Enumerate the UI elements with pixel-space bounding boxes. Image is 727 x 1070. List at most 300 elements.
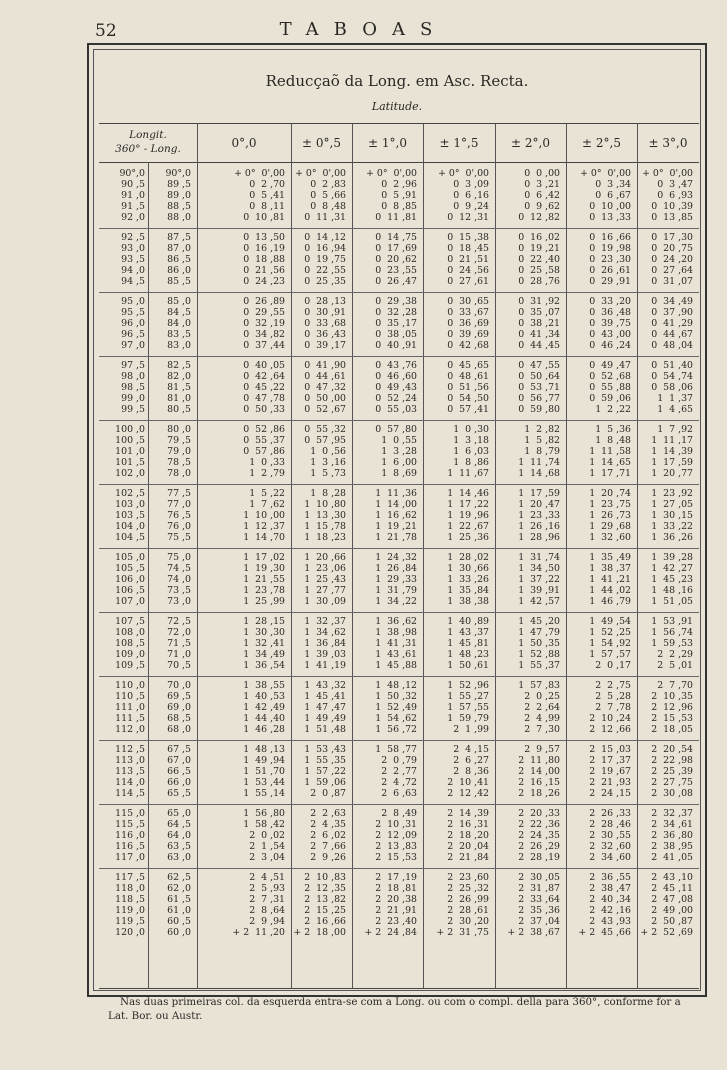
- reduction-cell: 0 23 ,30: [589, 254, 631, 265]
- reduction-cell: 0 18 ,45: [447, 243, 489, 254]
- reduction-cell: 1 53 ,43: [304, 744, 346, 755]
- complement-cell: 73 ,5: [167, 585, 191, 596]
- reduction-cell: 1 53 ,44: [243, 777, 285, 788]
- reduction-cell: 2 5 ,01: [657, 660, 693, 671]
- reduction-cell: 1 51 ,48: [304, 724, 346, 735]
- reduction-cell: 1 30 ,15: [651, 510, 693, 521]
- reduction-cell: 0 42 ,68: [447, 340, 489, 351]
- reduction-cell: 2 0 ,17: [595, 660, 631, 671]
- reduction-cell: 1 43 ,61: [375, 649, 417, 660]
- row-group: [99, 744, 699, 799]
- reduction-cell: 0 3 ,09: [453, 179, 489, 190]
- group-rule: [99, 740, 699, 741]
- reduction-cell: 0 33 ,68: [304, 318, 346, 329]
- table-row: [99, 435, 699, 446]
- reduction-cell: 2 26 ,99: [447, 894, 489, 905]
- reduction-cell: 1 48 ,12: [375, 680, 417, 691]
- table-row: [99, 596, 699, 607]
- reduction-cell: 0 22 ,40: [518, 254, 560, 265]
- reduction-cell: 2 14 ,39: [447, 808, 489, 819]
- reduction-cell: 1 32 ,60: [589, 532, 631, 543]
- reduction-cell: 1 45 ,23: [651, 574, 693, 585]
- reduction-cell: 1 0 ,30: [453, 424, 489, 435]
- table-row: [99, 916, 699, 927]
- reduction-cell: 1 40 ,53: [243, 691, 285, 702]
- reduction-cell: 2 31 ,87: [518, 883, 560, 894]
- reduction-cell: 0 47 ,32: [304, 382, 346, 393]
- table-row: [99, 552, 699, 563]
- reduction-cell: 0 20 ,75: [651, 243, 693, 254]
- reduction-cell: 0 43 ,76: [375, 360, 417, 371]
- complement-cell: 77 ,5: [167, 488, 191, 499]
- reduction-cell: 0 9 ,62: [524, 201, 560, 212]
- reduction-cell: 1 51 ,70: [243, 766, 285, 777]
- reduction-cell: 0 56 ,77: [518, 393, 560, 404]
- reduction-cell: 1 34 ,62: [304, 627, 346, 638]
- table-row: [99, 927, 699, 938]
- reduction-cell: 0 15 ,38: [447, 232, 489, 243]
- reduction-cell: 1 38 ,37: [589, 563, 631, 574]
- table-row: [99, 852, 699, 863]
- complement-cell: 74 ,5: [167, 563, 191, 574]
- reduction-cell: 0 16 ,66: [589, 232, 631, 243]
- reduction-cell: 0 35 ,17: [375, 318, 417, 329]
- reduction-cell: 1 33 ,26: [447, 574, 489, 585]
- group-rule: [99, 356, 699, 357]
- reduction-cell: 0 10 ,00: [589, 201, 631, 212]
- reduction-cell: 2 24 ,15: [589, 788, 631, 799]
- longitude-cell: 95 ,5: [121, 307, 145, 318]
- reduction-cell: 2 43 ,93: [589, 916, 631, 927]
- reduction-cell: 2 7 ,78: [595, 702, 631, 713]
- latitude-header: ± 2°,5: [582, 136, 621, 150]
- reduction-cell: + 2 31 ,75: [436, 927, 489, 938]
- reduction-cell: 2 21 ,93: [589, 777, 631, 788]
- reduction-cell: 1 16 ,62: [375, 510, 417, 521]
- complement-cell: 75 ,0: [167, 552, 191, 563]
- longitude-cell: 100 ,5: [115, 435, 145, 446]
- reduction-cell: 1 30 ,30: [243, 627, 285, 638]
- reduction-cell: 0 39 ,17: [304, 340, 346, 351]
- complement-cell: 83 ,0: [167, 340, 191, 351]
- longitude-cell: 104 ,0: [115, 521, 145, 532]
- table-row: [99, 232, 699, 243]
- reduction-cell: 2 26 ,33: [589, 808, 631, 819]
- reduction-cell: 0 44 ,61: [304, 371, 346, 382]
- longitude-cell: 98 ,5: [121, 382, 145, 393]
- table-frame-inner: [93, 49, 701, 1022]
- reduction-cell: 0 30 ,91: [304, 307, 346, 318]
- reduction-cell: 1 25 ,99: [243, 596, 285, 607]
- reduction-cell: 1 30 ,09: [304, 596, 346, 607]
- reduction-cell: 2 49 ,00: [651, 905, 693, 916]
- complement-cell: 87 ,0: [167, 243, 191, 254]
- longitude-cell: 115 ,0: [115, 808, 145, 819]
- longitude-cell: 115 ,5: [115, 819, 145, 830]
- reduction-cell: 0 40 ,05: [243, 360, 285, 371]
- reduction-cell: 0 3 ,21: [524, 179, 560, 190]
- longitude-cell: 109 ,5: [115, 660, 145, 671]
- reduction-cell: 2 17 ,37: [589, 755, 631, 766]
- reduction-cell: 1 47 ,47: [304, 702, 346, 713]
- reduction-cell: 0 17 ,69: [375, 243, 417, 254]
- reduction-cell: 0 19 ,21: [518, 243, 560, 254]
- longit-header-line1: Longit.: [129, 129, 167, 141]
- longitude-cell: 113 ,5: [115, 766, 145, 777]
- reduction-cell: 1 41 ,21: [589, 574, 631, 585]
- reduction-cell: 2 21 ,84: [447, 852, 489, 863]
- reduction-cell: 1 11 ,58: [589, 446, 631, 457]
- reduction-cell: 0 50 ,00: [304, 393, 346, 404]
- complement-cell: 66 ,0: [167, 777, 191, 788]
- reduction-cell: 1 34 ,49: [243, 649, 285, 660]
- reduction-cell: 1 55 ,37: [518, 660, 560, 671]
- longitude-cell: 103 ,0: [115, 499, 145, 510]
- table-row: [99, 894, 699, 905]
- complement-cell: 67 ,5: [167, 744, 191, 755]
- reduction-cell: 1 44 ,40: [243, 713, 285, 724]
- longitude-cell: 114 ,5: [115, 788, 145, 799]
- reduction-cell: 1 38 ,98: [375, 627, 417, 638]
- longitude-cell: 96 ,5: [121, 329, 145, 340]
- reduction-cell: 2 42 ,16: [589, 905, 631, 916]
- complement-cell: 86 ,0: [167, 265, 191, 276]
- complement-cell: 62 ,5: [167, 872, 191, 883]
- reduction-cell: 2 12 ,66: [589, 724, 631, 735]
- reduction-cell: 2 18 ,26: [518, 788, 560, 799]
- reduction-cell: 1 18 ,23: [304, 532, 346, 543]
- table-row: [99, 307, 699, 318]
- longitude-cell: 103 ,5: [115, 510, 145, 521]
- reduction-cell: + 2 11 ,20: [232, 927, 285, 938]
- longitude-cell: 102 ,5: [115, 488, 145, 499]
- reduction-cell: 1 23 ,75: [589, 499, 631, 510]
- table-row: [99, 713, 699, 724]
- table-row: [99, 296, 699, 307]
- reduction-cell: 1 5 ,82: [524, 435, 560, 446]
- table-frame: [87, 43, 707, 1022]
- table-row: [99, 724, 699, 735]
- reduction-cell: 1 37 ,22: [518, 574, 560, 585]
- reduction-cell: 0 12 ,31: [447, 212, 489, 223]
- reduction-cell: 1 4 ,65: [657, 404, 693, 415]
- reduction-cell: 0 6 ,67: [595, 190, 631, 201]
- reduction-cell: 2 5 ,28: [595, 691, 631, 702]
- group-rule: [99, 612, 699, 613]
- reduction-cell: 0 19 ,98: [589, 243, 631, 254]
- reduction-cell: 1 49 ,49: [304, 713, 346, 724]
- reduction-cell: 1 20 ,66: [304, 552, 346, 563]
- table-row: [99, 521, 699, 532]
- reduction-cell: 0 8 ,85: [381, 201, 417, 212]
- reduction-cell: 2 20 ,54: [651, 744, 693, 755]
- longitude-cell: 97 ,0: [121, 340, 145, 351]
- reduction-cell: 1 27 ,05: [651, 499, 693, 510]
- reduction-cell: 1 51 ,05: [651, 596, 693, 607]
- reduction-cell: 0 6 ,16: [453, 190, 489, 201]
- complement-cell: 65 ,0: [167, 808, 191, 819]
- reduction-cell: 1 17 ,59: [518, 488, 560, 499]
- reduction-cell: 0 16 ,94: [304, 243, 346, 254]
- reduction-cell: 2 15 ,03: [589, 744, 631, 755]
- reduction-cell: 1 52 ,25: [589, 627, 631, 638]
- longitude-cell: 94 ,0: [121, 265, 145, 276]
- complement-cell: 79 ,5: [167, 435, 191, 446]
- reduction-cell: 1 39 ,03: [304, 649, 346, 660]
- reduction-cell: 0 13 ,85: [651, 212, 693, 223]
- reduction-cell: 1 13 ,30: [304, 510, 346, 521]
- reduction-cell: 1 39 ,28: [651, 552, 693, 563]
- reduction-cell: 1 1 ,37: [657, 393, 693, 404]
- reduction-cell: 0 2 ,70: [249, 179, 285, 190]
- reduction-cell: 1 41 ,31: [375, 638, 417, 649]
- reduction-cell: 2 15 ,53: [375, 852, 417, 863]
- longitude-cell: 108 ,5: [115, 638, 145, 649]
- reduction-cell: 1 8 ,69: [381, 468, 417, 479]
- reduction-cell: 1 55 ,27: [447, 691, 489, 702]
- reduction-cell: 2 41 ,05: [651, 852, 693, 863]
- reduction-cell: 1 0 ,55: [381, 435, 417, 446]
- reduction-cell: 0 26 ,61: [589, 265, 631, 276]
- complement-cell: 67 ,0: [167, 755, 191, 766]
- complement-cell: 75 ,5: [167, 532, 191, 543]
- reduction-cell: 1 24 ,32: [375, 552, 417, 563]
- reduction-cell: 1 20 ,47: [518, 499, 560, 510]
- longitude-cell: 105 ,0: [115, 552, 145, 563]
- reduction-cell: 0 52 ,24: [375, 393, 417, 404]
- reduction-cell: 2 2 ,75: [595, 680, 631, 691]
- reduction-cell: 1 55 ,14: [243, 788, 285, 799]
- reduction-cell: 2 2 ,64: [524, 702, 560, 713]
- reduction-cell: 0 11 ,81: [375, 212, 417, 223]
- reduction-cell: 0 51 ,40: [651, 360, 693, 371]
- reduction-cell: 0 46 ,60: [375, 371, 417, 382]
- reduction-cell: 0 57 ,86: [243, 446, 285, 457]
- table-row: [99, 499, 699, 510]
- reduction-cell: 1 30 ,66: [447, 563, 489, 574]
- reduction-cell: 1 34 ,22: [375, 596, 417, 607]
- reduction-cell: 0 54 ,74: [651, 371, 693, 382]
- longitude-cell: 109 ,0: [115, 649, 145, 660]
- reduction-cell: 0 29 ,55: [243, 307, 285, 318]
- longitude-cell: 91 ,5: [121, 201, 145, 212]
- reduction-cell: 1 27 ,77: [304, 585, 346, 596]
- row-group: [99, 168, 699, 223]
- complement-cell: 80 ,5: [167, 404, 191, 415]
- complement-cell: 87 ,5: [167, 232, 191, 243]
- complement-cell: 83 ,5: [167, 329, 191, 340]
- reduction-cell: 0 47 ,55: [518, 360, 560, 371]
- reduction-table: [99, 123, 699, 989]
- longitude-cell: 93 ,0: [121, 243, 145, 254]
- reduction-cell: 1 40 ,89: [447, 616, 489, 627]
- reduction-cell: + 2 52 ,69: [640, 927, 693, 938]
- reduction-cell: 2 0 ,79: [381, 755, 417, 766]
- reduction-cell: 1 50 ,32: [375, 691, 417, 702]
- table-row: [99, 382, 699, 393]
- reduction-cell: 0 52 ,86: [243, 424, 285, 435]
- reduction-cell: 0 18 ,88: [243, 254, 285, 265]
- table-row: [99, 744, 699, 755]
- reduction-cell: 0 10 ,81: [243, 212, 285, 223]
- complement-cell: 74 ,0: [167, 574, 191, 585]
- table-row: [99, 819, 699, 830]
- row-group: [99, 232, 699, 287]
- table-row: [99, 691, 699, 702]
- reduction-cell: 1 22 ,67: [447, 521, 489, 532]
- complement-cell: 84 ,5: [167, 307, 191, 318]
- reduction-cell: 0 14 ,75: [375, 232, 417, 243]
- reduction-cell: 1 35 ,49: [589, 552, 631, 563]
- reduction-cell: 1 42 ,49: [243, 702, 285, 713]
- reduction-cell: 0 5 ,66: [310, 190, 346, 201]
- complement-cell: 62 ,0: [167, 883, 191, 894]
- reduction-cell: 1 31 ,79: [375, 585, 417, 596]
- longitude-cell: 99 ,5: [121, 404, 145, 415]
- reduction-cell: + 0° 0',00: [642, 168, 693, 179]
- reduction-cell: 0 3 ,47: [657, 179, 693, 190]
- reduction-cell: 1 14 ,70: [243, 532, 285, 543]
- longitude-cell: 110 ,5: [115, 691, 145, 702]
- table-row: [99, 446, 699, 457]
- latitude-header: ± 2°,0: [511, 136, 550, 150]
- reduction-cell: 0 24 ,23: [243, 276, 285, 287]
- reduction-cell: 2 6 ,02: [310, 830, 346, 841]
- complement-cell: 81 ,5: [167, 382, 191, 393]
- reduction-cell: 2 28 ,61: [447, 905, 489, 916]
- table-row: [99, 532, 699, 543]
- reduction-cell: 0 0 ,00: [524, 168, 560, 179]
- reduction-cell: 0 5 ,91: [381, 190, 417, 201]
- group-rule: [99, 868, 699, 869]
- reduction-cell: 2 12 ,96: [651, 702, 693, 713]
- reduction-cell: 2 13 ,83: [375, 841, 417, 852]
- longitude-cell: 108 ,0: [115, 627, 145, 638]
- latitude-header: ± 1°,0: [368, 136, 407, 150]
- reduction-cell: 0 24 ,56: [447, 265, 489, 276]
- longitude-cell: 112 ,0: [115, 724, 145, 735]
- reduction-cell: 2 18 ,20: [447, 830, 489, 841]
- longitude-cell: 90°,0: [119, 168, 145, 179]
- reduction-cell: 2 0 ,02: [249, 830, 285, 841]
- reduction-cell: 2 32 ,60: [589, 841, 631, 852]
- reduction-cell: 2 4 ,72: [381, 777, 417, 788]
- longitude-cell: 105 ,5: [115, 563, 145, 574]
- reduction-cell: 1 43 ,37: [447, 627, 489, 638]
- reduction-cell: 0 33 ,67: [447, 307, 489, 318]
- reduction-cell: 0 26 ,47: [375, 276, 417, 287]
- reduction-cell: 1 14 ,68: [518, 468, 560, 479]
- longitude-cell: 111 ,5: [115, 713, 145, 724]
- table-row: [99, 424, 699, 435]
- longitude-cell: 98 ,0: [121, 371, 145, 382]
- reduction-cell: 0 29 ,91: [589, 276, 631, 287]
- complement-cell: 77 ,0: [167, 499, 191, 510]
- complement-cell: 64 ,0: [167, 830, 191, 841]
- reduction-cell: 0 55 ,32: [304, 424, 346, 435]
- reduction-cell: 0 17 ,30: [651, 232, 693, 243]
- reduction-cell: 2 30 ,05: [518, 872, 560, 883]
- reduction-cell: 2 10 ,31: [375, 819, 417, 830]
- reduction-cell: 2 40 ,34: [589, 894, 631, 905]
- reduction-cell: 1 39 ,91: [518, 585, 560, 596]
- reduction-cell: 1 34 ,50: [518, 563, 560, 574]
- reduction-cell: 0 16 ,19: [243, 243, 285, 254]
- row-group: [99, 680, 699, 735]
- reduction-cell: 1 32 ,37: [304, 616, 346, 627]
- reduction-cell: 0 23 ,55: [375, 265, 417, 276]
- reduction-cell: 0 3 ,34: [595, 179, 631, 190]
- reduction-cell: 2 4 ,35: [310, 819, 346, 830]
- reduction-cell: 2 30 ,55: [589, 830, 631, 841]
- reduction-cell: 2 20 ,04: [447, 841, 489, 852]
- reduction-cell: 2 24 ,35: [518, 830, 560, 841]
- reduction-cell: 2 7 ,66: [310, 841, 346, 852]
- reduction-cell: 0 32 ,28: [375, 307, 417, 318]
- reduction-cell: 0 57 ,41: [447, 404, 489, 415]
- reduction-cell: 2 32 ,37: [651, 808, 693, 819]
- complement-cell: 66 ,5: [167, 766, 191, 777]
- reduction-cell: 2 25 ,32: [447, 883, 489, 894]
- reduction-cell: 2 50 ,87: [651, 916, 693, 927]
- reduction-cell: 0 22 ,55: [304, 265, 346, 276]
- reduction-cell: 0 48 ,61: [447, 371, 489, 382]
- reduction-cell: 2 17 ,19: [375, 872, 417, 883]
- longitude-cell: 107 ,5: [115, 616, 145, 627]
- reduction-cell: 1 11 ,74: [518, 457, 560, 468]
- longitude-cell: 116 ,5: [115, 841, 145, 852]
- reduction-cell: 2 2 ,63: [310, 808, 346, 819]
- reduction-cell: 1 45 ,20: [518, 616, 560, 627]
- table-row: [99, 265, 699, 276]
- reduction-cell: 1 42 ,27: [651, 563, 693, 574]
- reduction-cell: 0 51 ,56: [447, 382, 489, 393]
- table-row: [99, 340, 699, 351]
- complement-cell: 88 ,0: [167, 212, 191, 223]
- complement-cell: 60 ,5: [167, 916, 191, 927]
- reduction-cell: 0 41 ,34: [518, 329, 560, 340]
- reduction-cell: 0 21 ,56: [243, 265, 285, 276]
- reduction-cell: 0 29 ,38: [375, 296, 417, 307]
- reduction-cell: 1 33 ,22: [651, 521, 693, 532]
- longitude-cell: 118 ,0: [115, 883, 145, 894]
- reduction-cell: 0 43 ,00: [589, 329, 631, 340]
- row-group: [99, 488, 699, 543]
- reduction-cell: 0 55 ,37: [243, 435, 285, 446]
- table-row: [99, 201, 699, 212]
- reduction-cell: 2 15 ,53: [651, 713, 693, 724]
- reduction-cell: 0 27 ,64: [651, 265, 693, 276]
- reduction-cell: 1 14 ,65: [589, 457, 631, 468]
- reduction-cell: 0 36 ,69: [447, 318, 489, 329]
- table-row: [99, 616, 699, 627]
- reduction-cell: 0 2 ,83: [310, 179, 346, 190]
- reduction-cell: 1 28 ,02: [447, 552, 489, 563]
- complement-cell: 82 ,5: [167, 360, 191, 371]
- complement-cell: 85 ,0: [167, 296, 191, 307]
- longitude-cell: 117 ,0: [115, 852, 145, 863]
- reduction-cell: 0 46 ,24: [589, 340, 631, 351]
- reduction-cell: 0 41 ,29: [651, 318, 693, 329]
- reduction-cell: 0 31 ,07: [651, 276, 693, 287]
- complement-cell: 63 ,0: [167, 852, 191, 863]
- reduction-cell: 0 40 ,91: [375, 340, 417, 351]
- reduction-cell: 0 39 ,75: [589, 318, 631, 329]
- reduction-cell: 1 53 ,91: [651, 616, 693, 627]
- reduction-cell: 1 44 ,02: [589, 585, 631, 596]
- complement-cell: 82 ,0: [167, 371, 191, 382]
- table-row: [99, 393, 699, 404]
